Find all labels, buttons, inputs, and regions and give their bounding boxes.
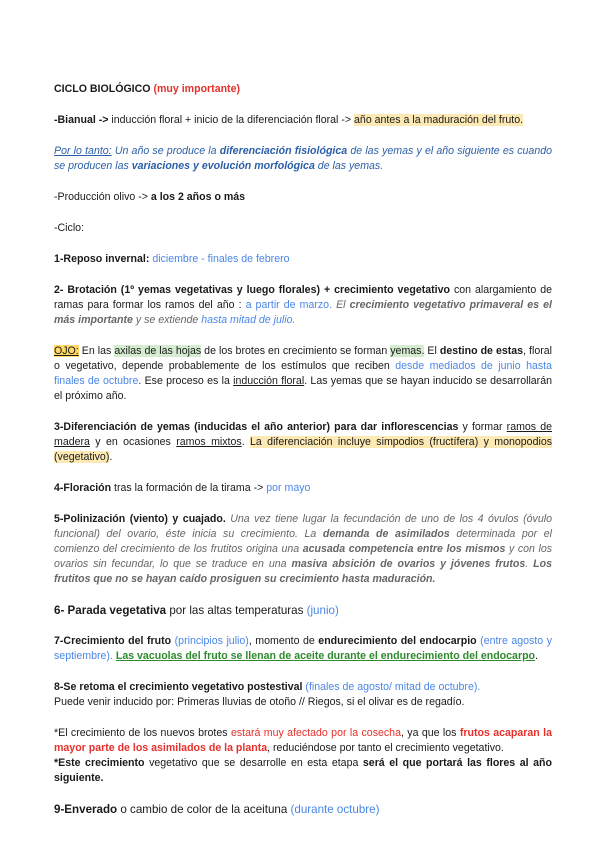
stage-title: 5-Polinización (viento) y cuajado. bbox=[54, 513, 226, 525]
stage-title: 8-Se retoma el crecimiento vegetativo postestival bbox=[54, 681, 303, 693]
text-bold: variaciones y evolución morfológica bbox=[131, 160, 315, 172]
stage-title: 7-Crecimiento del fruto bbox=[54, 635, 172, 647]
stage-5 bbox=[54, 512, 552, 587]
text-run: tras la formación de la tirama -> bbox=[111, 482, 264, 494]
produccion-line bbox=[54, 190, 552, 205]
text-run: . bbox=[535, 650, 538, 662]
text-underline: ramos mixtos bbox=[176, 436, 242, 448]
text-run: , floral o vegetativo, depende probablemente de los estímulos que reciben bbox=[54, 345, 553, 372]
text-run: . bbox=[525, 558, 534, 570]
text-run: de las yemas y el año siguiente es cuando se producen las bbox=[54, 145, 552, 172]
ciclo-label: -Ciclo: bbox=[54, 222, 85, 234]
note-2 bbox=[54, 756, 552, 786]
stage-title: 4-Floración bbox=[54, 482, 112, 494]
text-run: Una vez tiene lugar la fecundación de uno de los 4 óvulos (óvulo funcional) del ovario, éste inicia su crecimiento. La bbox=[54, 513, 552, 540]
text-underline: inducción floral bbox=[233, 375, 305, 387]
stage-8 bbox=[54, 680, 552, 710]
stage-title: 6- Parada vegetativa bbox=[54, 604, 167, 617]
stage-date: a partir de marzo. bbox=[245, 299, 333, 311]
stage-6 bbox=[54, 603, 552, 618]
text-run: , momento de bbox=[248, 635, 319, 647]
stage-2 bbox=[54, 283, 552, 328]
text-highlight: Las vacuolas del fruto se llenan de aceite durante el endurecimiento del endocarpo bbox=[115, 650, 536, 662]
text-run: -Producción olivo -> bbox=[54, 191, 148, 203]
bianual-text: inducción floral + inicio de la diferenciación floral -> bbox=[108, 114, 352, 126]
text-underline: ramos de madera bbox=[54, 421, 553, 448]
stage-date: (principios julio) bbox=[171, 635, 249, 647]
text-run: y formar bbox=[458, 421, 507, 433]
text-bold: a los 2 años o más bbox=[147, 191, 246, 203]
text-run: por las altas temperaturas bbox=[166, 604, 307, 617]
text-run: Un año se produce la bbox=[111, 145, 220, 157]
text-run: En las bbox=[78, 345, 115, 357]
stage-title: 3-Diferenciación de yemas (inducidas el año anterior) para dar inflorescencias bbox=[54, 421, 459, 433]
stage-date: (junio) bbox=[306, 604, 339, 617]
stage-title: 9-Enverado bbox=[54, 803, 118, 816]
text-run: *El crecimiento de los nuevos brotes bbox=[54, 727, 231, 739]
text-run: y en ocasiones bbox=[89, 436, 177, 448]
bianual-label: -Bianual -> bbox=[54, 114, 109, 126]
text-red: frutos acaparan la mayor parte de los asimilados de la planta bbox=[54, 727, 552, 754]
text-bold: diferenciación fisiológica bbox=[219, 145, 348, 157]
stage-7 bbox=[54, 634, 552, 664]
ojo-label: OJO: bbox=[54, 345, 79, 357]
bianual-line bbox=[54, 113, 552, 128]
text-run: de los brotes en crecimiento se forman bbox=[201, 345, 391, 357]
text-run: El bbox=[332, 299, 350, 311]
text-bold: destino de estas bbox=[439, 345, 524, 357]
stage-date: hasta mitad de julio. bbox=[201, 314, 296, 326]
stage-8-line2: Puede venir inducido por: Primeras lluvias de otoño // Riegos, si el olivar es de regadío. bbox=[54, 696, 465, 708]
por-lo-tanto-lead: Por lo tanto: bbox=[54, 145, 112, 157]
bianual-highlight: año antes a la maduración del fruto. bbox=[354, 114, 524, 126]
stage-date: desde mediados de junio hasta finales de octubre bbox=[54, 360, 552, 387]
stage-date: diciembre - finales de febrero bbox=[149, 253, 290, 265]
text-run: determinada por el comienzo del crecimiento de los frutitos origina una bbox=[54, 528, 552, 555]
text-bold: masiva absición de ovarios y jóvenes frutos bbox=[291, 558, 526, 570]
text-run: vegetativo que se desarrolle en esta etapa bbox=[144, 757, 363, 769]
text-run: . bbox=[109, 451, 113, 463]
ojo-paragraph bbox=[54, 344, 552, 404]
stage-date: (entre agosto y septiembre). bbox=[54, 635, 552, 662]
title-note: (muy importante) bbox=[153, 83, 241, 95]
stage-title: 1-Reposo invernal: bbox=[54, 253, 150, 265]
text-red: estará muy afectado por la cosecha bbox=[230, 727, 401, 739]
text-run: y se extiende bbox=[132, 314, 202, 326]
title-main: CICLO BIOLÓGICO bbox=[54, 83, 151, 95]
text-highlight: yemas. bbox=[390, 345, 425, 357]
text-run: El bbox=[424, 345, 440, 357]
stage-date: por mayo bbox=[263, 482, 311, 494]
text-run: , ya que los bbox=[400, 727, 460, 739]
text-bold: Los frutitos que no se hayan caído prosiguen su crecimiento hasta maduración. bbox=[54, 558, 553, 585]
por-lo-tanto-paragraph bbox=[54, 144, 552, 174]
notes bbox=[54, 726, 552, 786]
note-1 bbox=[54, 726, 552, 756]
text-highlight: axilas de las hojas bbox=[114, 345, 202, 357]
stage-3 bbox=[54, 420, 552, 465]
text-bold: *Este crecimiento bbox=[54, 757, 145, 769]
text-run: . bbox=[241, 436, 251, 448]
stage-date: (finales de agosto/ mitad de octubre). bbox=[302, 681, 481, 693]
stage-title: 2- Brotación (1º yemas vegetativas y luego florales) + crecimiento vegetativo bbox=[54, 284, 450, 296]
stage-1 bbox=[54, 252, 552, 267]
text-bold: será el que portará las flores al año siguiente. bbox=[54, 757, 552, 784]
text-bold: demanda de asimilados bbox=[322, 528, 450, 540]
stage-date: (durante octubre) bbox=[290, 803, 380, 816]
stage-9 bbox=[54, 802, 552, 817]
stage-4 bbox=[54, 481, 552, 496]
text-bold: endurecimiento del endocarpio bbox=[318, 635, 477, 647]
text-run: de las yemas. bbox=[314, 160, 384, 172]
text-bold: acusada competencia entre los mismos bbox=[302, 543, 506, 555]
text-run: , reduciéndose por tanto el crecimiento vegetativo. bbox=[267, 742, 504, 754]
text-run: o cambio de color de la aceituna bbox=[117, 803, 291, 816]
text-run: y con los ovarios sin fecundar, lo que se traduce en una bbox=[54, 543, 553, 570]
text-bold: crecimiento vegetativo primaveral es el más importante bbox=[54, 299, 552, 326]
text-highlight: La diferenciación incluye simpodios (fructífera) y monopodios (vegetativo) bbox=[54, 436, 553, 463]
text-run: . Ese proceso es la bbox=[138, 375, 234, 387]
text-run: con alargamiento de ramas para formar los ramos del año : bbox=[54, 284, 552, 311]
page-title bbox=[54, 82, 552, 97]
text-run: . Las yemas que se hayan inducido se desarrollarán el próximo año. bbox=[54, 375, 552, 402]
